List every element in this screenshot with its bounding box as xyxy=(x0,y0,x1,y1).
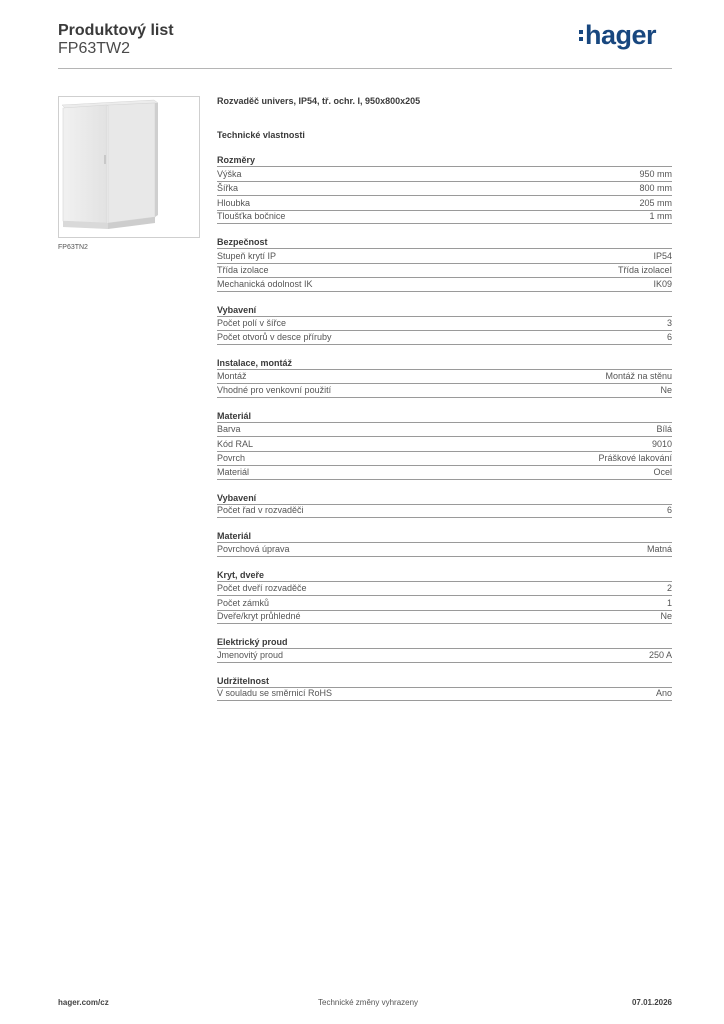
spec-row xyxy=(217,263,672,278)
spec-row xyxy=(217,504,672,519)
spec-section xyxy=(217,236,672,292)
tech-heading: Technické vlastnosti xyxy=(217,130,305,140)
page-header xyxy=(58,20,672,70)
footer-notice: Technické změny vyhrazeny xyxy=(318,998,419,1007)
spec-label: Počet dveří rozvaděče xyxy=(217,583,307,593)
spec-value: 950 mm xyxy=(639,168,672,179)
spec-value: Práškové lakování xyxy=(598,453,672,463)
spec-label: Materiál xyxy=(217,466,250,477)
spec-row xyxy=(217,210,672,225)
spec-row xyxy=(217,330,672,345)
section-title: Rozměry xyxy=(217,155,256,165)
spec-row xyxy=(217,166,672,181)
section-title: Instalace, montáž xyxy=(217,357,293,368)
spec-value: 1 xyxy=(666,597,672,608)
logo-text: hager xyxy=(584,20,656,50)
spec-section xyxy=(217,530,672,557)
spec-section xyxy=(217,636,672,663)
section-title: Udržitelnost xyxy=(217,675,270,686)
spec-label: Počet řad v rozvaděči xyxy=(217,505,304,515)
footer-date: 07.01.2026 xyxy=(631,998,672,1007)
section-title: Materiál xyxy=(217,410,252,421)
product-description: Rozvaděč univers, IP54, tř. ochr. I, 950x800x205 xyxy=(217,96,421,106)
spec-row xyxy=(217,465,672,480)
spec-value: Ano xyxy=(655,688,672,698)
spec-row xyxy=(217,595,672,610)
image-caption: FP63TN2 xyxy=(58,244,88,251)
spec-section xyxy=(217,492,672,519)
spec-value: Matná xyxy=(646,543,672,554)
spec-row xyxy=(217,277,672,292)
spec-row xyxy=(217,542,672,557)
spec-label: Barva xyxy=(217,424,241,434)
spec-label: Hloubka xyxy=(217,197,251,208)
spec-section xyxy=(217,410,672,480)
spec-label: Stupeň krytí IP xyxy=(217,250,277,261)
spec-value: 6 xyxy=(666,505,672,515)
section-title: Vybavení xyxy=(217,492,257,503)
spec-row xyxy=(217,610,672,625)
spec-row xyxy=(217,451,672,466)
spec-label: Šířka xyxy=(217,183,239,193)
spec-row xyxy=(217,383,672,398)
spec-value: Montáž na stěnu xyxy=(605,371,672,381)
spec-section xyxy=(217,357,672,398)
logo-dots-icon xyxy=(579,28,583,42)
spec-row xyxy=(217,248,672,263)
section-title: Vybavení xyxy=(217,304,257,315)
spec-row xyxy=(217,581,672,596)
spec-value: 9010 xyxy=(651,438,672,449)
footer-website: hager.com/cz xyxy=(58,998,109,1007)
spec-label: Jmenovitý proud xyxy=(217,649,284,660)
header-divider xyxy=(58,68,672,69)
product-code: FP63TW2 xyxy=(58,40,131,57)
spec-value: Ocel xyxy=(653,466,672,477)
spec-label: Počet otvorů v desce příruby xyxy=(217,331,332,342)
spec-label: Kód RAL xyxy=(217,438,254,449)
spec-label: Výška xyxy=(217,168,242,179)
product-details xyxy=(217,96,672,701)
spec-value: 1 mm xyxy=(649,211,672,221)
spec-label: Povrch xyxy=(217,453,246,463)
spec-value: 3 xyxy=(666,318,672,328)
spec-value: 205 mm xyxy=(639,197,672,208)
spec-section xyxy=(217,569,672,625)
spec-row xyxy=(217,648,672,663)
spec-value: Ne xyxy=(660,384,672,395)
section-title: Elektrický proud xyxy=(217,637,288,647)
spec-value: 250 A xyxy=(648,649,672,660)
hager-logo xyxy=(579,20,656,50)
spec-value: 6 xyxy=(666,331,672,342)
spec-section xyxy=(217,675,672,702)
section-title: Materiál xyxy=(217,531,252,541)
spec-value: Bílá xyxy=(656,424,672,434)
spec-value: 800 mm xyxy=(639,183,672,193)
spec-label: Počet zámků xyxy=(217,597,270,608)
spec-label: Vhodné pro venkovní použití xyxy=(217,384,332,395)
spec-row xyxy=(217,436,672,451)
section-title: Kryt, dveře xyxy=(217,569,265,580)
spec-value: Třída izolaceI xyxy=(617,265,672,275)
spec-label: V souladu se směrnicí RoHS xyxy=(217,688,333,698)
spec-sections xyxy=(217,154,672,701)
spec-row xyxy=(217,687,672,702)
spec-label: Mechanická odolnost IK xyxy=(217,278,313,289)
spec-label: Povrchová úprava xyxy=(217,543,290,554)
spec-section xyxy=(217,304,672,345)
spec-value: 2 xyxy=(666,583,672,593)
spec-label: Tloušťka bočnice xyxy=(217,211,286,221)
spec-row xyxy=(217,369,672,384)
spec-value: IK09 xyxy=(653,278,672,289)
spec-section xyxy=(217,154,672,224)
spec-label: Počet polí v šířce xyxy=(217,318,287,328)
spec-label: Montáž xyxy=(217,371,247,381)
spec-value: Ne xyxy=(660,611,672,621)
spec-row xyxy=(217,316,672,331)
spec-row xyxy=(217,422,672,437)
spec-row xyxy=(217,181,672,196)
spec-label: Třída izolace xyxy=(217,265,269,275)
document-title: Produktový list xyxy=(58,22,174,39)
product-image xyxy=(58,96,200,238)
spec-label: Dveře/kryt průhledné xyxy=(217,611,301,621)
cabinet-illustration xyxy=(59,97,199,237)
spec-value: IP54 xyxy=(653,250,672,261)
section-title: Bezpečnost xyxy=(217,237,268,247)
spec-row xyxy=(217,195,672,210)
